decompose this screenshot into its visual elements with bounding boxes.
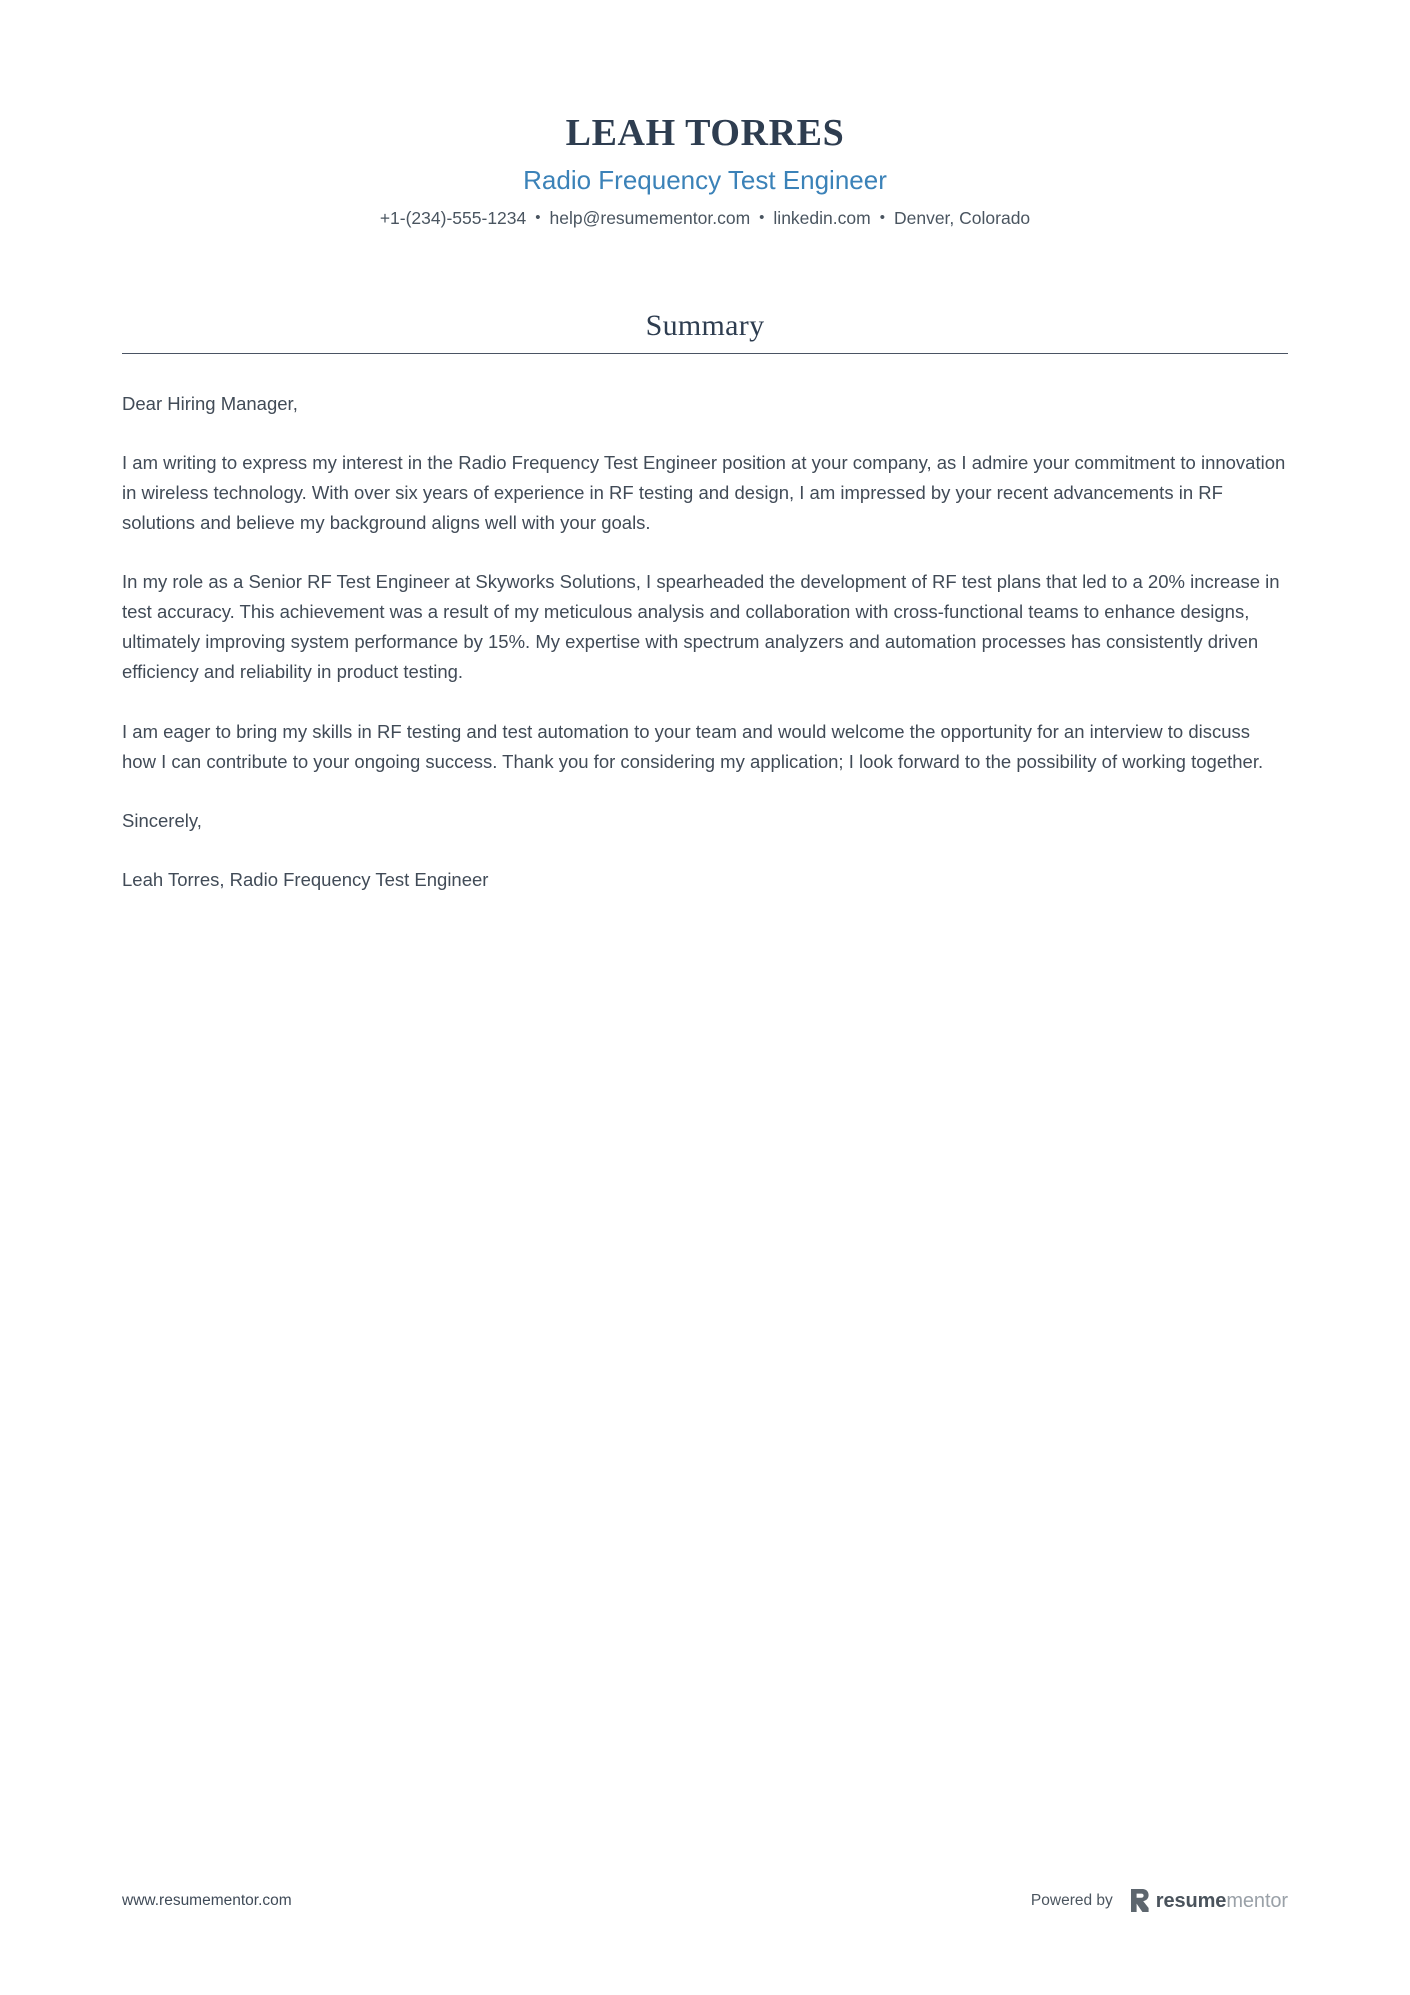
contact-location: Denver, Colorado — [893, 207, 1031, 228]
contact-separator-icon: • — [879, 208, 885, 226]
contact-line — [122, 207, 1288, 231]
brand-wordmark-primary: resume — [1155, 1889, 1227, 1912]
section-heading-summary: Summary — [645, 308, 765, 342]
summary-section — [122, 309, 1288, 896]
brand-wordmark-secondary: mentor — [1226, 1889, 1288, 1912]
letter-paragraph-3: I am eager to bring my skills in RF testing and test automation to your team and would welcome the opportunity for an interview to discuss how I can contribute to your ongoing success. Thank you for considering my application; I look forward to the possibility of working together. — [122, 720, 1264, 772]
candidate-job-title: Radio Frequency Test Engineer — [523, 164, 887, 195]
document-content — [122, 0, 1288, 895]
contact-website[interactable]: linkedin.com — [773, 207, 871, 228]
contact-separator-icon: • — [535, 208, 541, 226]
resumementor-logo[interactable] — [1130, 1889, 1288, 1912]
brand-wordmark — [1156, 1891, 1288, 1911]
candidate-name: LEAH TORRES — [565, 112, 845, 154]
footer-website-url[interactable]: www.resumementor.com — [122, 1891, 292, 1909]
contact-separator-icon: • — [759, 208, 765, 226]
letter-body — [122, 389, 1288, 896]
letter-paragraph-2: In my role as a Senior RF Test Engineer at Skyworks Solutions, I spearheaded the development of RF test plans that led to a 20% increase in test accuracy. This achievement was a result of my meticulous analysis and collaboration with cross-functional teams to enhance designs, ultimately improving system performance by 15%. My expertise with spectrum analyzers and automation processes has consistently driven efficiency and reliability in product testing. — [122, 571, 1280, 683]
contact-phone: +1-(234)-555-1234 — [379, 207, 527, 228]
letter-header — [122, 0, 1288, 231]
contact-email[interactable]: help@resumementor.com — [549, 207, 751, 228]
resumementor-mark-icon — [1130, 1889, 1149, 1912]
page-footer — [122, 1889, 1288, 1912]
powered-by-block — [1031, 1889, 1288, 1912]
letter-signature: Leah Torres, Radio Frequency Test Engineer — [122, 869, 489, 891]
section-divider — [122, 353, 1288, 354]
powered-by-label: Powered by — [1030, 1891, 1113, 1909]
letter-paragraph-1: I am writing to express my interest in the Radio Frequency Test Engineer position at your company, as I admire your commitment to innovation in wireless technology. With over six years of experience in RF testing and design, I am impressed by your recent advancements in RF solutions and believe my background aligns well with your goals. — [122, 451, 1286, 533]
letter-salutation: Dear Hiring Manager, — [122, 392, 298, 414]
letter-closing: Sincerely, — [122, 809, 202, 831]
